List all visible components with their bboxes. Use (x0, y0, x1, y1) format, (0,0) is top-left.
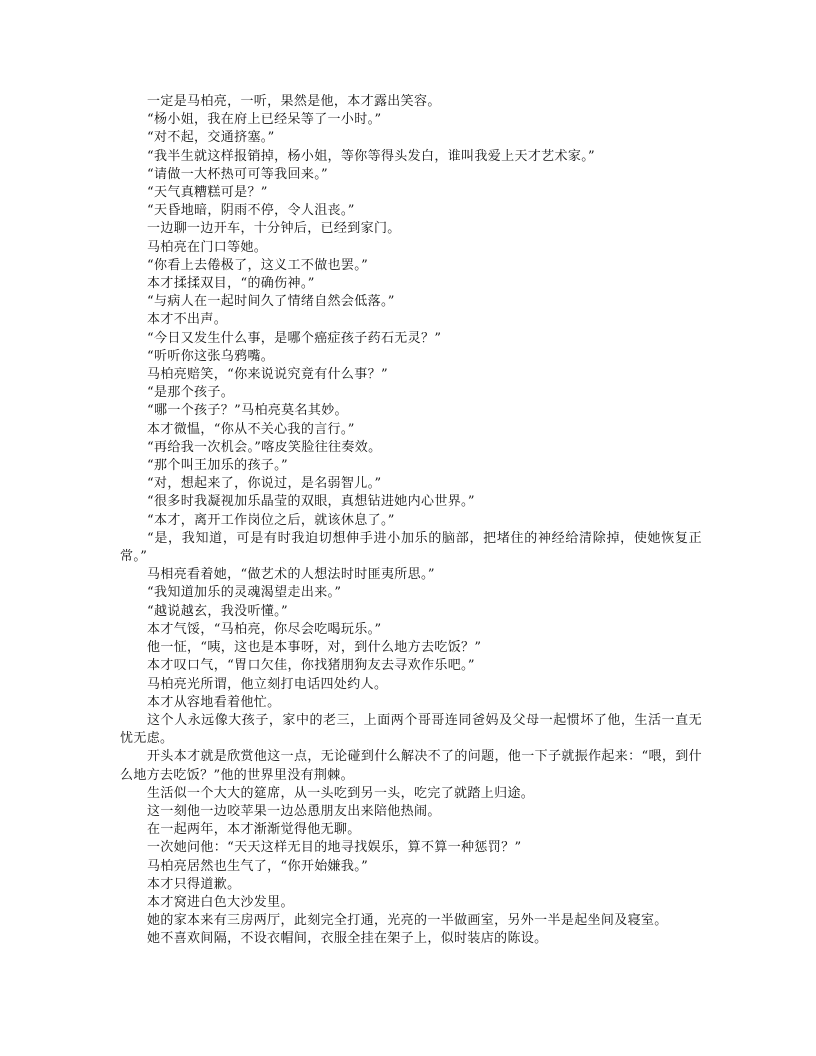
paragraph: “再给我一次机会。”喀皮笑脸往往奏效。 (147, 439, 382, 455)
paragraph: 本才揉揉双目，“的确伤神。” (147, 276, 315, 292)
paragraph: “你看上去倦极了，这义工不做也罢。” (147, 257, 369, 273)
paragraph: 这个人永远像大孩子，家中的老三，上面两个哥哥连同爸妈及父母一起惯坏了他，生活一直无忧无虑。 (120, 712, 702, 747)
paragraph: “杨小姐，我在府上已经呆等了一小时。” (147, 112, 382, 128)
paragraph: 这一刻他一边咬苹果一边怂恿朋友出来陪他热闹。 (147, 803, 441, 819)
paragraph: “听听你这张乌鸦嘴。 (147, 348, 275, 364)
paragraph: “今日又发生什么事，是哪个癌症孩子药石无灵？” (147, 330, 442, 346)
paragraph: “对不起，交通挤塞。” (147, 130, 275, 146)
paragraph: “是那个孩子。 (147, 385, 235, 401)
paragraph: 在一起两年，本才渐渐觉得他无聊。 (147, 822, 361, 838)
paragraph: “天气真糟糕可是？” (147, 185, 268, 201)
paragraph: “请做一大杯热可可等我回来。” (147, 166, 329, 182)
paragraph: 马柏亮居然也生气了，“你开始嫌我。” (147, 858, 369, 874)
paragraph: 本才只得道歉。 (147, 876, 241, 892)
body-text (120, 93, 702, 949)
paragraph: 本才窝进白色大沙发里。 (147, 894, 294, 910)
paragraph: “是，我知道，可是有时我迫切想伸手进小加乐的脑部，把堵住的神经给清除掉，使她恢复正常。” (120, 530, 702, 565)
paragraph: 生活似一个大大的筵席，从一头吃到另一头，吃完了就踏上归途。 (147, 785, 535, 801)
paragraph: 一边聊一边开车，十分钟后，已经到家门。 (147, 221, 401, 237)
paragraph: 他一怔，“咦，这也是本事呀，对，到什么地方去吃饭？” (147, 640, 482, 656)
paragraph: 本才微愠，“你从不关心我的言行。” (147, 421, 355, 437)
paragraph: “天昏地暗，阴雨不停，令人沮丧。” (147, 203, 355, 219)
paragraph: 她的家本来有三房两厅，此刻完全打通，光亮的一半做画室，另外一半是起坐间及寝室。 (147, 913, 668, 929)
paragraph: “本才，离开工作岗位之后，就该休息了。” (147, 512, 395, 528)
paragraph: 一次她问他：“天天这样无目的地寻找娱乐，算不算一种惩罚？” (147, 840, 522, 856)
paragraph: 马相亮看着她，“做艺术的人想法时时匪夷所思。” (147, 567, 435, 583)
paragraph: 本才不出声。 (147, 312, 228, 328)
paragraph: 马柏亮在门口等她。 (147, 239, 268, 255)
paragraph: 本才叹口气，“胃口欠佳，你找猪朋狗友去寻欢作乐吧。” (147, 658, 475, 674)
paragraph: 马柏亮光所谓，他立刻打电话四处约人。 (147, 676, 388, 692)
paragraph: 开头本才就是欣赏他这一点，无论碰到什么解决不了的问题，他一下子就振作起来：“喂，到什么地方去吃饭？”他的世界里没有荆棘。 (120, 749, 702, 783)
paragraph: 本才气馁，“马柏亮，你尽会吃喝玩乐。” (147, 621, 382, 637)
paragraph: 本才从容地看着他忙。 (147, 694, 281, 710)
paragraph: “哪一个孩子？”马柏亮莫名其妙。 (147, 403, 348, 419)
paragraph: “我知道加乐的灵魂渴望走出来。” (147, 585, 342, 601)
paragraph: 她不喜欢间隔，不设衣帽间，衣服全挂在架子上，似时装店的陈设。 (147, 931, 548, 947)
paragraph: “越说越玄，我没听懂。” (147, 603, 288, 619)
paragraph: “我半生就这样报销掉，杨小姐，等你等得头发白，谁叫我爱上天才艺术家。” (147, 148, 596, 164)
paragraph: “很多时我凝视加乐晶莹的双眼，真想钻进她内心世界。” (147, 494, 475, 510)
paragraph: 一定是马柏亮，一听，果然是他，本才露出笑容。 (147, 94, 441, 109)
paragraph: “与病人在一起时间久了情绪自然会低落。” (147, 294, 395, 310)
paragraph: 马柏亮赔笑，“你来说说究竟有什么事？” (147, 367, 388, 383)
paragraph: “那个叫王加乐的孩子。” (147, 458, 288, 474)
paragraph: “对，想起来了，你说过，是名弱智儿。” (147, 476, 382, 492)
